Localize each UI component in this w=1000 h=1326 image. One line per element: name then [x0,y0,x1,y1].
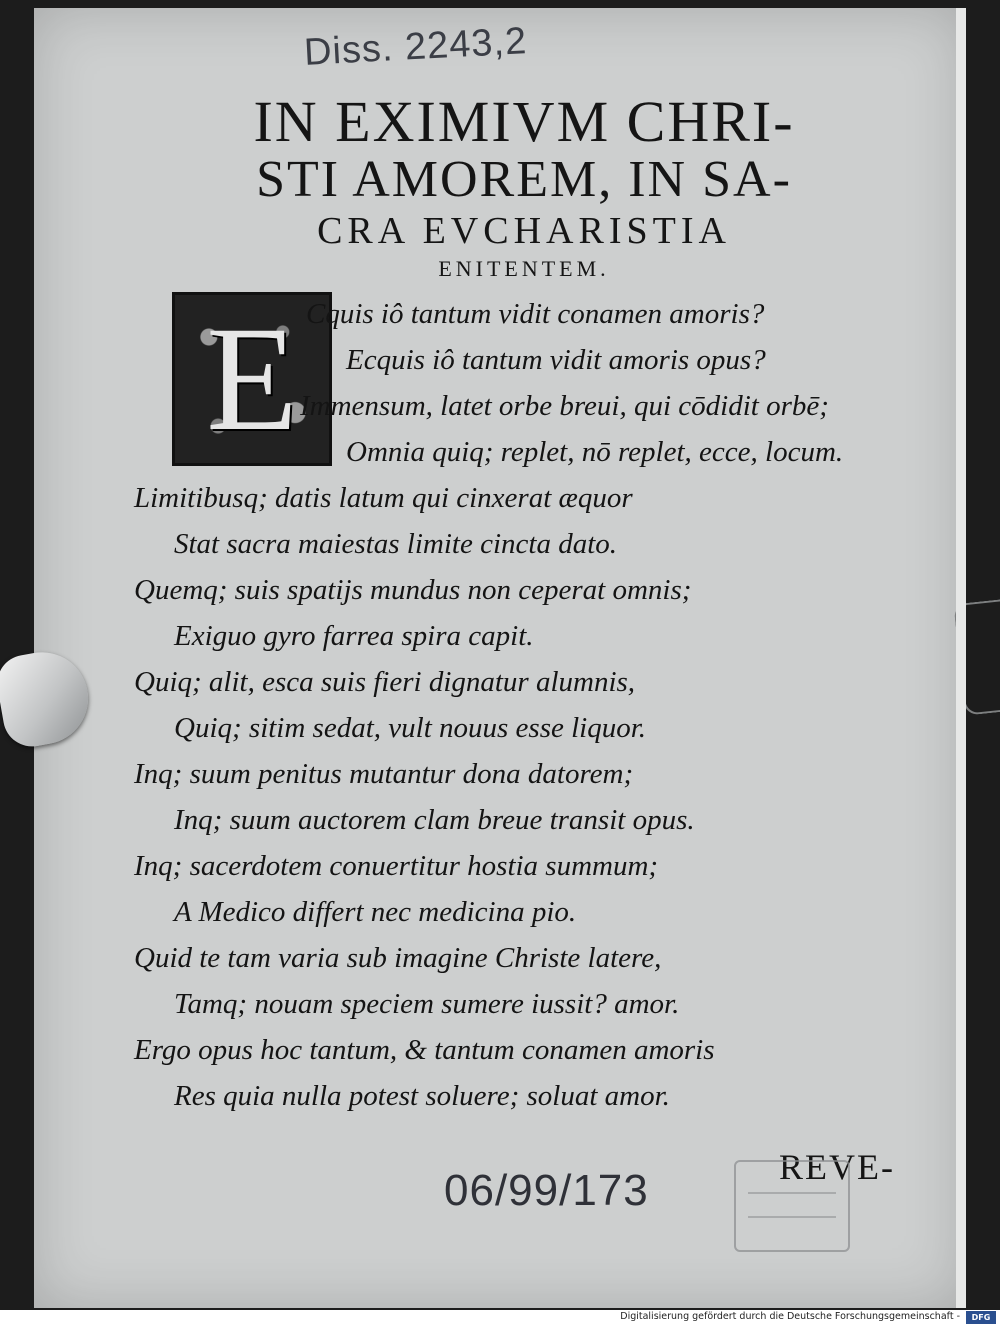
poem-line: Exiguo gyro farrea spira capit. [174,620,534,652]
poem-line: Ecquis iô tantum vidit amoris opus? [346,344,766,376]
poem-line: Tamq; nouam speciem sumere iussit? amor. [174,988,680,1020]
title-line-2: STI AMOREM, IN SA- [256,151,792,208]
library-stamp-edge [953,596,1000,715]
poem-line: Quid te tam varia sub imagine Christe latere, [134,942,662,974]
title-line-3: CRA EVCHARISTIA [317,210,731,252]
dfg-logo: DFG [966,1311,996,1324]
title-line-1: IN EXIMIVM CHRI- [253,89,795,154]
poem-line: Inq; suum auctorem clam breue transit opus. [174,804,695,836]
poem-line: Limitibusq; datis latum qui cinxerat æquor [134,482,633,514]
shelfmark-handwritten-bottom: 06/99/173 [444,1166,649,1215]
footer-credit: Digitalisierung gefördert durch die Deutsche Forschungsgemeinschaft - [620,1311,960,1322]
poem-line: A Medico differt nec medicina pio. [174,896,577,928]
poem-line: Inq; sacerdotem conuertitur hostia summum; [134,850,659,882]
title-line-4: ENITENTEM. [438,256,610,281]
poem-line: Omnia quiq; replet, nō replet, ecce, locum. [346,436,844,468]
catchword: REVE- [779,1147,895,1187]
poem-line: Immensum, latet orbe breui, qui cōdidit orbē; [300,390,829,422]
poem-line: Quiq; sitim sedat, vult nouus esse liquor. [174,712,647,744]
library-stamp [734,1160,850,1252]
poem-line: Inq; suum penitus mutantur dona datorem; [134,758,634,790]
poem-line: Res quia nulla potest soluere; soluat amor. [174,1080,670,1112]
initial-letter: E [206,296,298,462]
poem-line: Quiq; alit, esca suis fieri dignatur alumnis, [134,666,636,698]
poem-line: Ergo opus hoc tantum, & tantum conamen amoris [134,1034,715,1066]
book-page [34,8,964,1308]
poem-line: Stat sacra maiestas limite cincta dato. [174,528,618,560]
shelfmark-handwritten-top: Diss. 2243,2 [303,20,529,74]
poem [34,8,964,1308]
poem-line: Quemq; suis spatijs mundus non ceperat omnis; [134,574,692,606]
poem-line: Cquis iô tantum vidit conamen amoris? [306,298,765,330]
